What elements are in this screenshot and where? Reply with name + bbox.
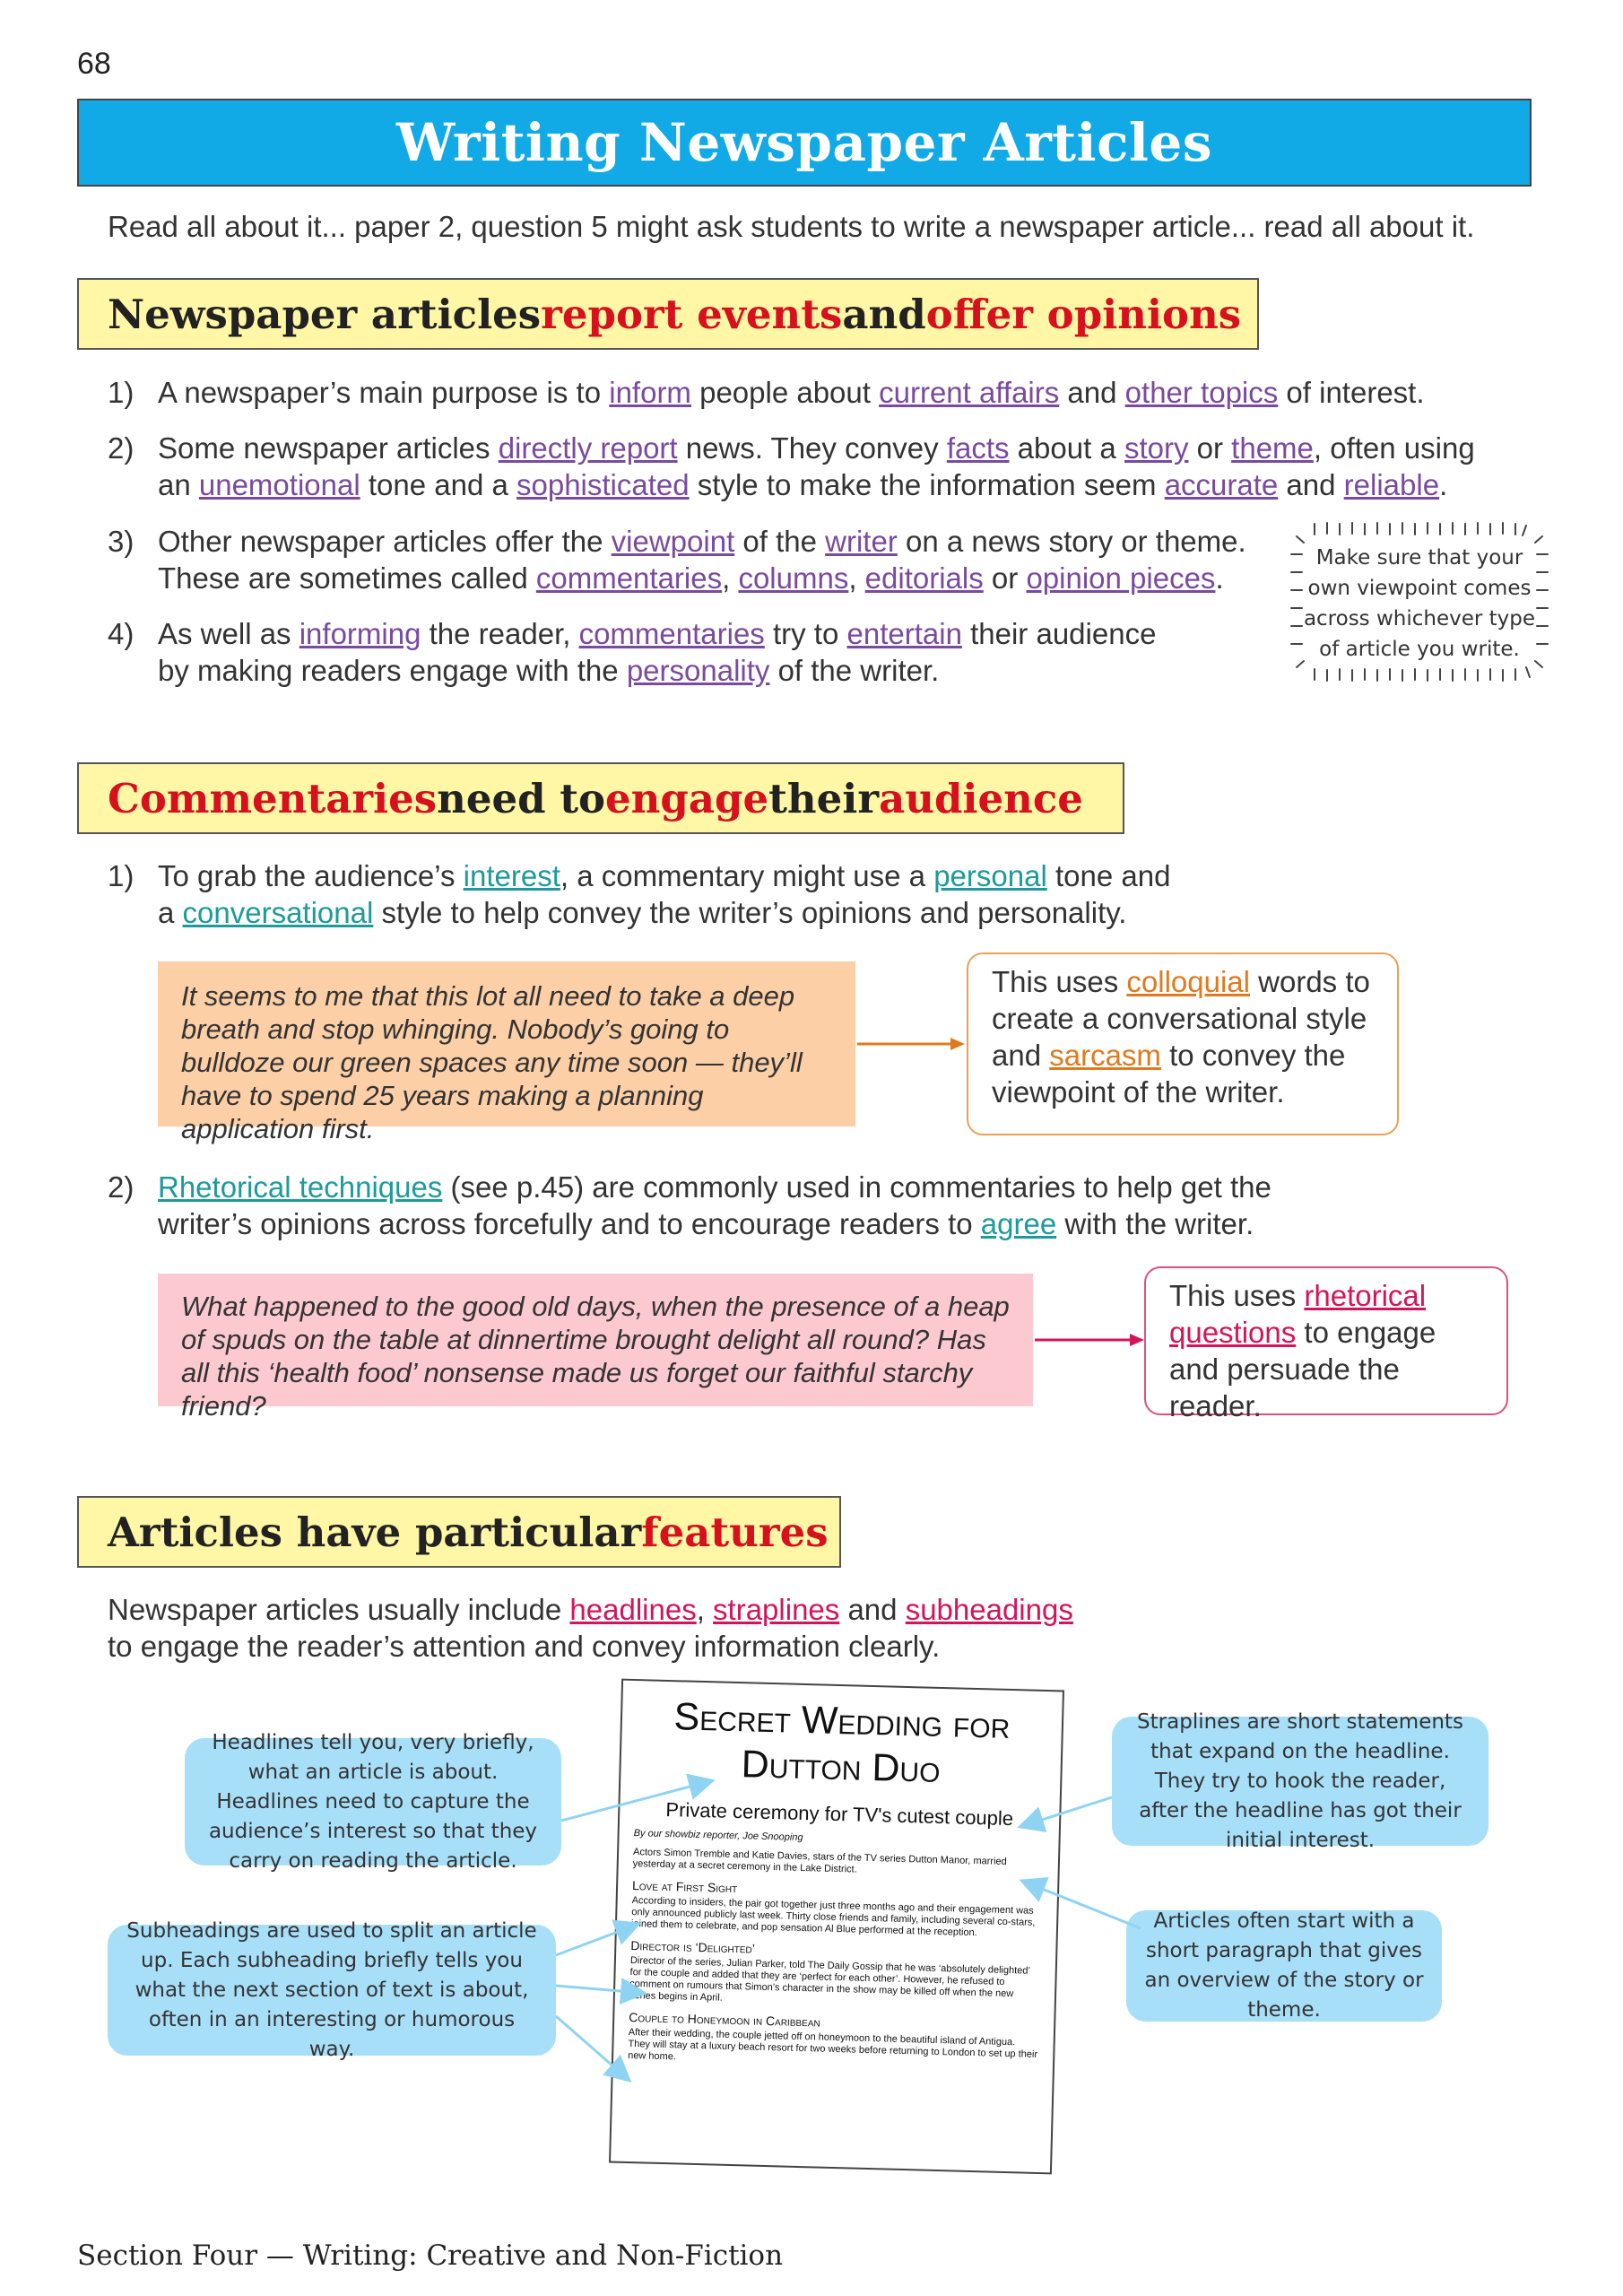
newspaper-subheading-1: Love at First Sight (631, 1878, 738, 1896)
rhetorical-quote: What happened to the good old days, when the presence of a heap of spuds on the table at dinnertime brought delight all round? Has all this ‘health food’ nonsense made us forget our faithful starchy friend? (158, 1274, 1033, 1406)
newspaper-strapline: Private ceremony for TV's cutest couple (665, 1797, 1014, 1831)
subheadings-bubble: Subheadings are used to split an article up. Each subheading briefly tells you what the next section of text is about, often in an interesting or humorous way. (108, 1925, 556, 2056)
newspaper-paragraph-3: After their wedding, the couple jetted off on honeymoon to the beautiful island of Antigua. They will stay at a luxury beach resort for two weeks before returning to London to set up their new home. (627, 2026, 1038, 2063)
newspaper-paragraph-1: According to insiders, the pair got together just three months ago and their engagement was only announced publicly last week. Thirty close friends and family, including several co-stars, joined them to celebrate, and pop sensation Al Blue performed at the reception. (630, 1895, 1036, 1939)
section3-heading: Articles have particular features (77, 1496, 841, 1568)
newspaper-article-example (609, 1679, 1064, 2175)
newspaper-headline: Secret Wedding for Dutton Duo (673, 1695, 1011, 1791)
arrow-orange (855, 1033, 967, 1055)
overview-bubble: Articles often start with a short paragraph that gives an overview of the story or theme. (1126, 1910, 1442, 2022)
section3-intro: Newspaper articles usually include headlines, straplines and subheadings to engage the reader’s attention and convey information clearly. (108, 1593, 1073, 1663)
newspaper-lead: Actors Simon Tremble and Katie Davies, stars of the TV series Dutton Manor, married yesterday at a secret ceremony in the Lake District. (632, 1847, 1007, 1875)
arrow-pink (1033, 1329, 1146, 1351)
newspaper-subheading-2: Director is ‘Delighted’ (630, 1937, 756, 1956)
newspaper-byline: By our showbiz reporter, Joe Snooping (633, 1828, 803, 1843)
colloquial-callout: This uses colloquial words to create a conversational style and sarcasm to convey the viewpoint of the writer. (967, 952, 1399, 1135)
newspaper-paragraph-2: Director of the series, Julian Parker, told The Daily Gossip that he was ‘absolutely delighted’ for the couple and added that they are ‘perfect for each other’. However, he refused to comment on rumours that Simon’s character in the show may be killed off when the new series begins in April. (629, 1954, 1030, 2004)
page-number: 68 (77, 47, 111, 81)
section1-heading: Newspaper articles report events and offer opinions (77, 278, 1259, 350)
page-footer: Section Four — Writing: Creative and Non-Fiction (77, 2239, 784, 2272)
rhetorical-callout: This uses rhetorical questions to engage and persuade the reader. (1144, 1266, 1508, 1415)
tip-note: Make sure that your own viewpoint comes across whichever type of article you write. (1303, 546, 1536, 661)
intro-text: Read all about it... paper 2, question 5 might ask students to write a newspaper article... read all about it. (108, 210, 1475, 243)
page-title: Writing Newspaper Articles (396, 112, 1212, 173)
section2-heading: Commentaries need to engage their audience (77, 762, 1124, 834)
straplines-bubble: Straplines are short statements that expand on the headline. They try to hook the reader, after the headline has got their initial interest. (1112, 1717, 1488, 1846)
newspaper-subheading-3: Couple to Honeymoon in Caribbean (629, 2009, 820, 2030)
title-banner (77, 99, 1532, 187)
colloquial-quote: It seems to me that this lot all need to take a deep breath and stop whinging. Nobody’s going to bulldoze our green spaces any time soon — they’ll have to spend 25 years making a planning application first. (158, 961, 855, 1126)
headlines-bubble: Headlines tell you, very briefly, what an article is about. Headlines need to capture the audience’s interest so that they carry on reading the article. (185, 1738, 561, 1866)
